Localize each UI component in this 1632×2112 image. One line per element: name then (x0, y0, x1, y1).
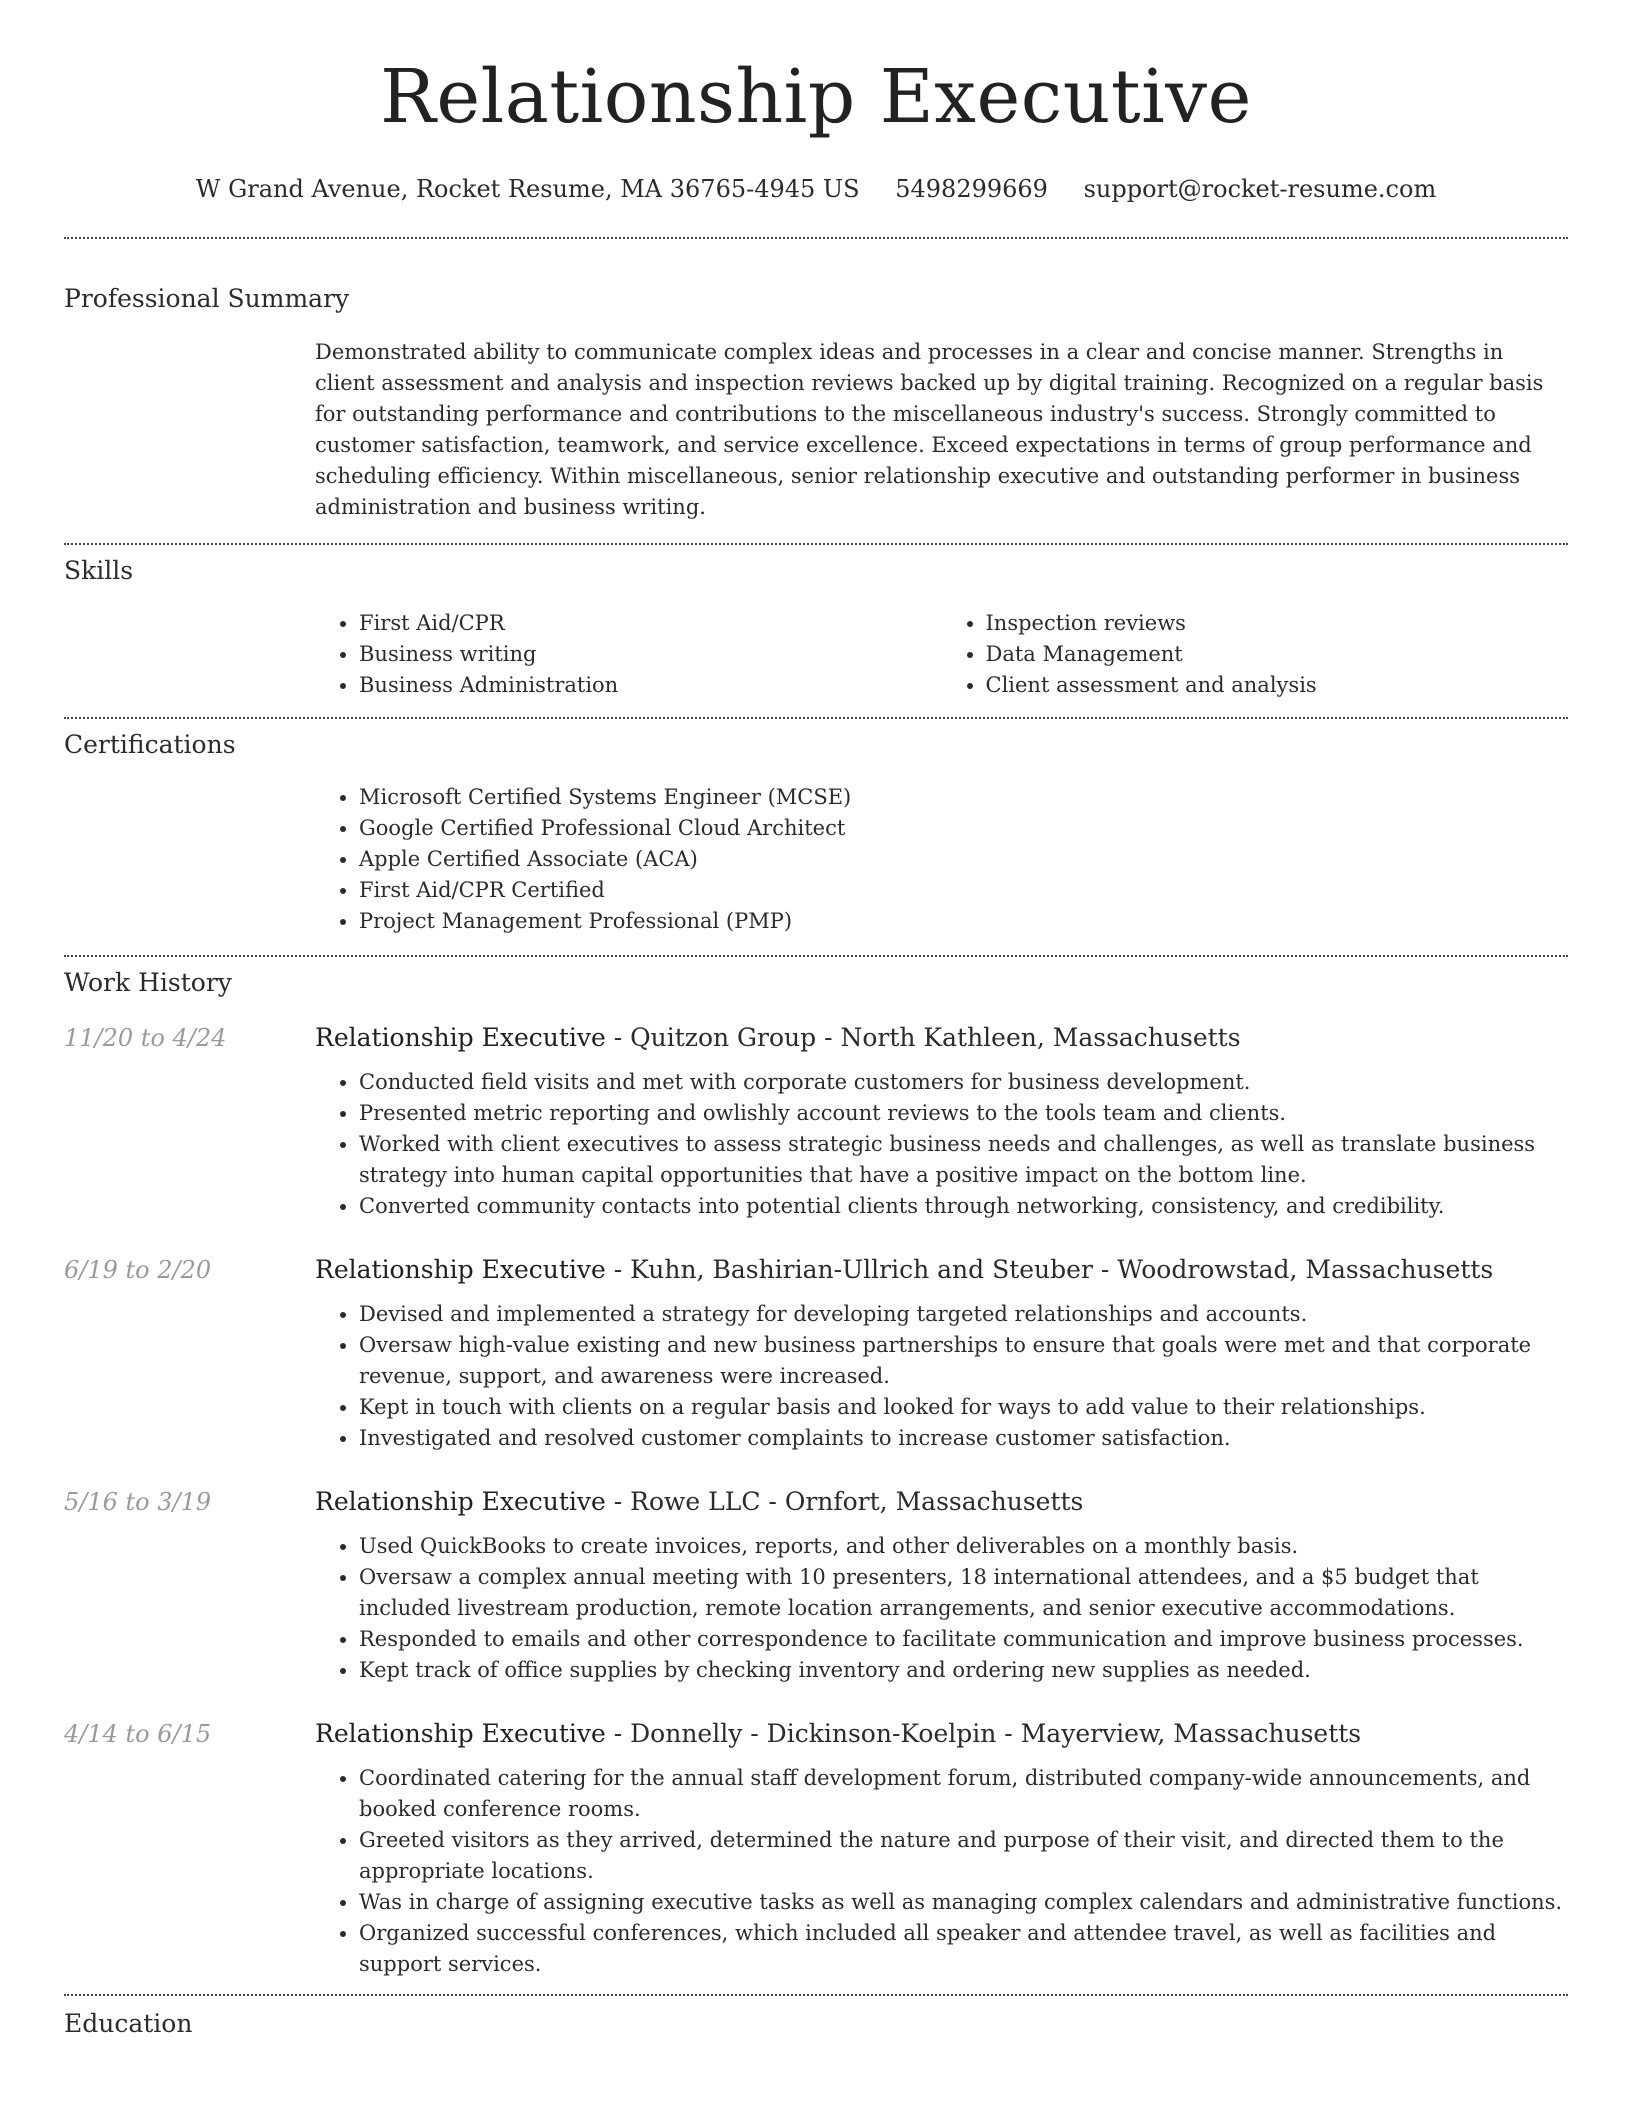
resume-name: Relationship Executive (380, 54, 1252, 140)
skills-section (64, 545, 1568, 701)
certification-item: • Google Certified Professional Cloud Architect (359, 813, 1568, 844)
job-dates: 6/19 to 2/20 (64, 1256, 212, 1284)
work-history-section (64, 957, 1568, 1980)
education-section (64, 1996, 1568, 2041)
job-dates: 11/20 to 4/24 (64, 1024, 227, 1052)
address: W Grand Avenue, Rocket Resume, MA 36765-4945 US (195, 175, 860, 203)
skills-list-left (315, 608, 942, 701)
certification-item: • Apple Certified Associate (ACA) (359, 844, 1568, 875)
job-heading (315, 1021, 1568, 1055)
phone: 5498299669 (895, 175, 1048, 203)
job-bullets (315, 1299, 1568, 1454)
job-bullet: • Responded to emails and other correspondence to facilitate communication and improve business processes. (359, 1624, 1568, 1655)
job-role: Relationship Executive (315, 1719, 606, 1748)
job-company: - Donnelly - Dickinson-Koelpin - Mayerview, Massachusetts (605, 1719, 1362, 1748)
job-bullet: • Coordinated catering for the annual staff development forum, distributed company-wide announcements, and booked conference rooms. (359, 1763, 1568, 1825)
job-bullet: • Greeted visitors as they arrived, determined the nature and purpose of their visit, and directed them to the appropriate locations. (359, 1825, 1568, 1887)
job-role: Relationship Executive (315, 1487, 606, 1516)
work-history-heading: Work History (64, 968, 232, 997)
skill-item: • Data Management (986, 639, 1569, 670)
skill-item: • Client assessment and analysis (986, 670, 1569, 701)
certification-item: • Microsoft Certified Systems Engineer (MCSE) (359, 782, 1568, 813)
summary-heading: Professional Summary (64, 284, 350, 313)
job-role: Relationship Executive (315, 1023, 606, 1052)
job-company: - Kuhn, Bashirian-Ullrich and Steuber - Woodrowstad, Massachusetts (605, 1255, 1494, 1284)
skill-item: • Business Administration (359, 670, 942, 701)
certifications-list (315, 782, 1568, 937)
summary-body (315, 337, 1568, 523)
job-bullet: • Kept track of office supplies by checking inventory and ordering new supplies as needed. (359, 1655, 1568, 1686)
job-bullet: • Converted community contacts into potential clients through networking, consistency, and credibility. (359, 1191, 1568, 1222)
skills-heading: Skills (64, 556, 134, 585)
summary-text: Demonstrated ability to communicate complex ideas and processes in a clear and concise manner. Strengths in client assessment and analysis and inspection reviews backed up by digital training. Recognized on a regular basis for outstanding performance and contributions to the miscellaneous industry's success. Strongly committed to customer satisfaction, teamwork, and service excellence. Exceed expectations in terms of group performance and scheduling efficiency. Within miscellaneous, senior relationship executive and outstanding performer in business administration and business writing. (315, 340, 1544, 519)
job-bullet: • Organized successful conferences, which included all speaker and attendee travel, as well as facilities and support services. (359, 1918, 1568, 1980)
job-bullet: • Conducted field visits and met with corporate customers for business development. (359, 1067, 1568, 1098)
summary-section (64, 239, 1568, 523)
skills-grid (315, 608, 1568, 701)
certifications-body (315, 782, 1568, 937)
job-bullet: • Presented metric reporting and owlishly account reviews to the tools team and clients. (359, 1098, 1568, 1129)
job-bullet: • Devised and implemented a strategy for developing targeted relationships and accounts. (359, 1299, 1568, 1330)
skills-list-right (942, 608, 1569, 701)
job-dates: 5/16 to 3/19 (64, 1488, 212, 1516)
email: support@rocket-resume.com (1083, 175, 1437, 203)
skill-item: • Business writing (359, 639, 942, 670)
job-heading (315, 1717, 1568, 1751)
job-entry (64, 1485, 1568, 1686)
job-bullet: • Oversaw a complex annual meeting with 10 presenters, 18 international attendees, and a $5 budget that included livestream production, remote location arrangements, and senior executive accommodations. (359, 1562, 1568, 1624)
certification-item: • First Aid/CPR Certified (359, 875, 1568, 906)
certifications-heading: Certifications (64, 730, 236, 759)
skill-item: • First Aid/CPR (359, 608, 942, 639)
resume-page (64, 0, 1568, 2041)
job-role: Relationship Executive (315, 1255, 606, 1284)
job-bullet: • Was in charge of assigning executive tasks as well as managing complex calendars and administrative functions. (359, 1887, 1568, 1918)
contact-line (64, 173, 1568, 205)
job-bullet: • Used QuickBooks to create invoices, reports, and other deliverables on a monthly basis. (359, 1531, 1568, 1562)
job-bullet: • Investigated and resolved customer complaints to increase customer satisfaction. (359, 1423, 1568, 1454)
job-bullets (315, 1067, 1568, 1222)
job-heading (315, 1485, 1568, 1519)
skill-item: • Inspection reviews (986, 608, 1569, 639)
job-entry (64, 1021, 1568, 1222)
job-heading (315, 1253, 1568, 1287)
job-bullets (315, 1531, 1568, 1686)
job-bullets (315, 1763, 1568, 1980)
job-entry (64, 1253, 1568, 1454)
job-dates: 4/14 to 6/15 (64, 1720, 212, 1748)
job-bullet: • Kept in touch with clients on a regular basis and looked for ways to add value to their relationships. (359, 1392, 1568, 1423)
job-company: - Rowe LLC - Ornfort, Massachusetts (605, 1487, 1084, 1516)
certification-item: • Project Management Professional (PMP) (359, 906, 1568, 937)
certifications-section (64, 719, 1568, 937)
job-company: - Quitzon Group - North Kathleen, Massachusetts (605, 1023, 1241, 1052)
job-bullet: • Worked with client executives to assess strategic business needs and challenges, as well as translate business strategy into human capital opportunities that have a positive impact on the bottom line. (359, 1129, 1568, 1191)
education-heading: Education (64, 2009, 193, 2038)
job-bullet: • Oversaw high-value existing and new business partnerships to ensure that goals were met and that corporate revenue, support, and awareness were increased. (359, 1330, 1568, 1392)
job-entry (64, 1717, 1568, 1980)
